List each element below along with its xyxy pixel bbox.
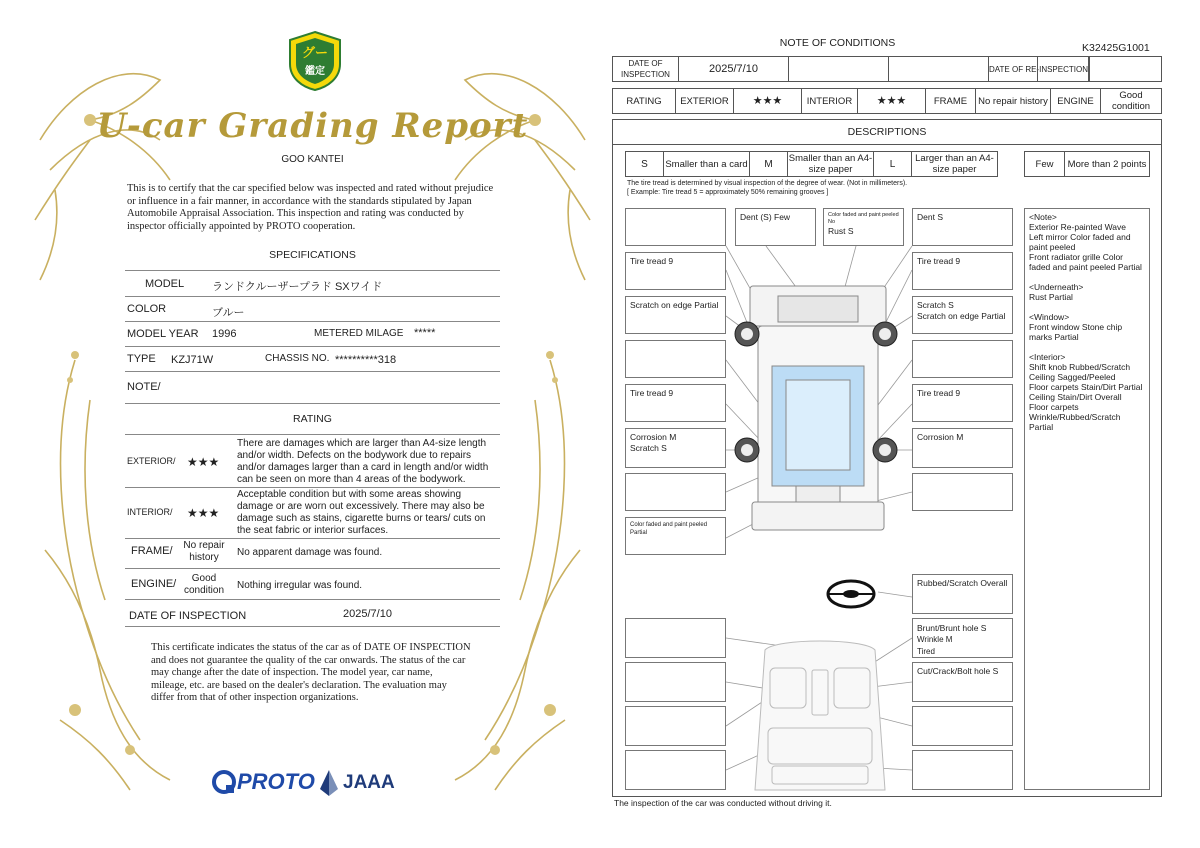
size-legend — [625, 151, 998, 177]
legend-few-desc: More than 2 points — [1067, 158, 1147, 170]
jaaa-logo-text: JAAA — [343, 772, 395, 793]
proto-logo-text: PROTO — [237, 769, 315, 794]
engine-label: ENGINE — [1051, 89, 1101, 113]
model-year-value: 1996 — [212, 328, 237, 340]
divider — [125, 434, 500, 435]
interior-callout — [912, 750, 1013, 790]
rating-label: RATING — [613, 89, 676, 113]
color-label: COLOR — [127, 303, 167, 315]
report-title: U-car Grading Report — [96, 106, 529, 146]
exterior-description: There are damages which are larger than A4-size length and/or width. Defects on the bodywork due to repairs and/or damages larger than a card in length and/or width can be seen on more than 4 areas of the bodywork. — [237, 438, 489, 485]
divider — [125, 626, 500, 627]
damage-callout — [912, 296, 1013, 334]
inspection-date-row — [612, 56, 1162, 82]
interior-stars: ★★★ — [858, 89, 926, 113]
rating-row — [612, 88, 1162, 114]
date-reinspection-value — [1089, 57, 1161, 81]
divider — [125, 270, 500, 271]
damage-callout — [823, 208, 904, 246]
sheet-code: K32425G1001 — [1082, 42, 1150, 54]
legend-m: M — [750, 152, 788, 176]
frame-label: FRAME/ — [131, 545, 173, 557]
certificate-intro: This is to certify that the car specified below was inspected and rated without prejudice or influence in a fair manner, in accordance with the standards stipulated by Japan Automobile Appraisal Association. This inspection and rating was conducted by inspector officially appointed by PROTO cooperation. — [127, 183, 494, 232]
divider — [125, 599, 500, 600]
chassis-value: **********318 — [335, 354, 397, 366]
damage-callout: Scratch on edge Partial — [625, 296, 726, 334]
damage-callout — [912, 473, 1013, 511]
callout-line: Wrinkle M — [917, 635, 953, 644]
metered-milage-value: ***** — [414, 327, 436, 339]
color-value: ブルー — [212, 307, 245, 319]
damage-callout — [625, 208, 726, 246]
legend-few: Few — [1025, 152, 1065, 176]
legend-s: S — [626, 152, 664, 176]
interior-description: Acceptable condition but with some areas showing damage or are worn out excessively. There may also be damage such as stains, cigarette burns or tears/ cuts on the seat fabric or interior surfaces. — [237, 489, 486, 536]
divider — [125, 487, 500, 488]
specifications-heading: SPECIFICATIONS — [269, 249, 356, 261]
frame-description: No apparent damage was found. — [237, 547, 383, 558]
damage-callout: Tire tread 9 — [912, 384, 1013, 422]
callout-line: Scratch on edge Partial — [917, 311, 1006, 321]
note-label: NOTE/ — [127, 381, 161, 393]
legend-l-desc: Larger than an A4-size paper — [915, 153, 994, 175]
damage-callout: Tire tread 9 — [625, 252, 726, 290]
frame-label: FRAME — [926, 89, 976, 113]
engine-label: ENGINE/ — [131, 578, 177, 590]
model-year-label: MODEL YEAR — [127, 328, 199, 340]
engine-value: Good condition — [1111, 90, 1151, 112]
damage-callout — [625, 428, 726, 468]
interior-callout — [625, 662, 726, 702]
callout-line: Rust S — [828, 226, 854, 236]
damage-callout: Dent (S) Few — [735, 208, 816, 246]
legend-l: L — [874, 152, 912, 176]
legend-m-desc: Smaller than an A4-size paper — [788, 153, 873, 175]
callout-line: Corrosion M — [630, 432, 677, 442]
exterior-stars: ★★★ — [187, 455, 220, 469]
model-label: MODEL — [145, 278, 185, 290]
jaaa-logo-icon — [318, 769, 340, 797]
count-legend — [1024, 151, 1150, 177]
sheet-footer: The inspection of the car was conducted without driving it. — [614, 798, 832, 808]
metered-milage-label: METERED MILAGE — [314, 328, 404, 339]
exterior-label: EXTERIOR/ — [127, 456, 176, 466]
interior-callout — [625, 706, 726, 746]
rating-heading: RATING — [293, 413, 332, 425]
exterior-stars: ★★★ — [734, 89, 802, 113]
damage-callout — [625, 340, 726, 378]
damage-callout: Color faded and paint peeled Partial — [625, 517, 726, 555]
divider — [125, 568, 500, 569]
exterior-label: EXTERIOR — [676, 89, 734, 113]
goo-kantei-badge-icon — [288, 30, 342, 92]
callout-small-line: Color faded and paint peeled No — [828, 212, 899, 225]
type-value: KZJ71W — [171, 354, 214, 366]
interior-callout — [625, 750, 726, 790]
date-of-inspection-value: 2025/7/10 — [343, 608, 392, 620]
type-label: TYPE — [127, 353, 156, 365]
interior-callout — [912, 618, 1013, 658]
badge-top-text: グー — [301, 45, 328, 60]
empty-cell — [789, 57, 889, 81]
frame-value: No repair history — [183, 540, 225, 563]
tire-note-2: [ Example: Tire tread 5 = approximately 50% remaining grooves ] — [627, 189, 829, 196]
empty-cell — [889, 57, 989, 81]
note-of-conditions-sheet — [600, 0, 1200, 848]
interior-label: INTERIOR/ — [127, 507, 173, 517]
date-of-inspection-label: DATE OF INSPECTION — [129, 610, 247, 622]
frame-value: No repair history — [976, 89, 1051, 113]
damage-callout: Corrosion M — [912, 428, 1013, 468]
interior-stars: ★★★ — [187, 506, 220, 520]
damage-callout: Dent S — [912, 208, 1013, 246]
interior-callout — [625, 618, 726, 658]
callout-line: Scratch S — [917, 300, 954, 310]
date-of-inspection-label: DATE OF INSPECTION — [613, 57, 679, 81]
divider — [125, 538, 500, 539]
callout-line: Scratch S — [630, 443, 667, 453]
divider — [125, 321, 500, 322]
callout-line: Tired — [917, 647, 935, 656]
divider — [125, 346, 500, 347]
divider — [125, 371, 500, 372]
legend-s-desc: Smaller than a card — [664, 152, 750, 176]
callout-line: Brunt/Brunt hole S — [917, 623, 987, 633]
sheet-title: NOTE OF CONDITIONS — [779, 37, 896, 49]
interior-callout — [912, 706, 1013, 746]
descriptions-heading: DESCRIPTIONS — [847, 126, 927, 138]
certificate — [30, 20, 595, 830]
divider — [125, 296, 500, 297]
interior-callout: Rubbed/Scratch Overall — [912, 574, 1013, 614]
spacer — [1037, 57, 1038, 81]
chassis-label: CHASSIS NO. — [265, 353, 330, 364]
damage-callout: Tire tread 9 — [912, 252, 1013, 290]
interior-callout: Cut/Crack/Bolt hole S — [912, 662, 1013, 702]
badge-bottom-text: 鑑定 — [305, 66, 325, 77]
engine-description: Nothing irregular was found. — [237, 580, 363, 591]
certificate-footer: This certificate indicates the status of the car as of DATE OF INSPECTION and does not guarantee the quality of the car onwards. The status of the car may change after the date of inspection. The model year, car name, mileage, etc. are based on the dealer's declaration. The evaluation may differ from that of other inspection organizations. — [151, 642, 471, 703]
damage-callout — [625, 473, 726, 511]
divider — [612, 144, 1162, 145]
report-subtitle: GOO KANTEI — [281, 154, 344, 165]
tire-note-1: The tire tread is determined by visual inspection of the degree of wear. (Not in millimeters). — [627, 180, 908, 187]
divider — [125, 403, 500, 404]
date-of-inspection-value: 2025/7/10 — [679, 57, 789, 81]
date-reinspection-label: DATE OF RE-INSPECTION — [989, 57, 1089, 81]
condition-notes: <Note> Exterior Re-painted Wave Left mirror Color faded and paint peeled Front radiator grille Color faded and paint peeled Partial <Underneath> Rust Partial <Window> Front window Stone chip marks Partial <Interior> Shift knob Rubbed/Scratch Ceiling Sagged/Peeled Floor carpets Stain/Dirt Partial Ceiling Stain/Dirt Overall Floor carpets Wrinkle/Rubbed/Scratch Partial — [1024, 208, 1150, 790]
engine-value: Good condition — [183, 573, 225, 596]
damage-callout: Tire tread 9 — [625, 384, 726, 422]
proto-logo-icon — [212, 769, 238, 795]
model-value: ランドクルーザープラド SXワイド — [212, 281, 383, 293]
damage-callout — [912, 340, 1013, 378]
interior-label: INTERIOR — [802, 89, 858, 113]
